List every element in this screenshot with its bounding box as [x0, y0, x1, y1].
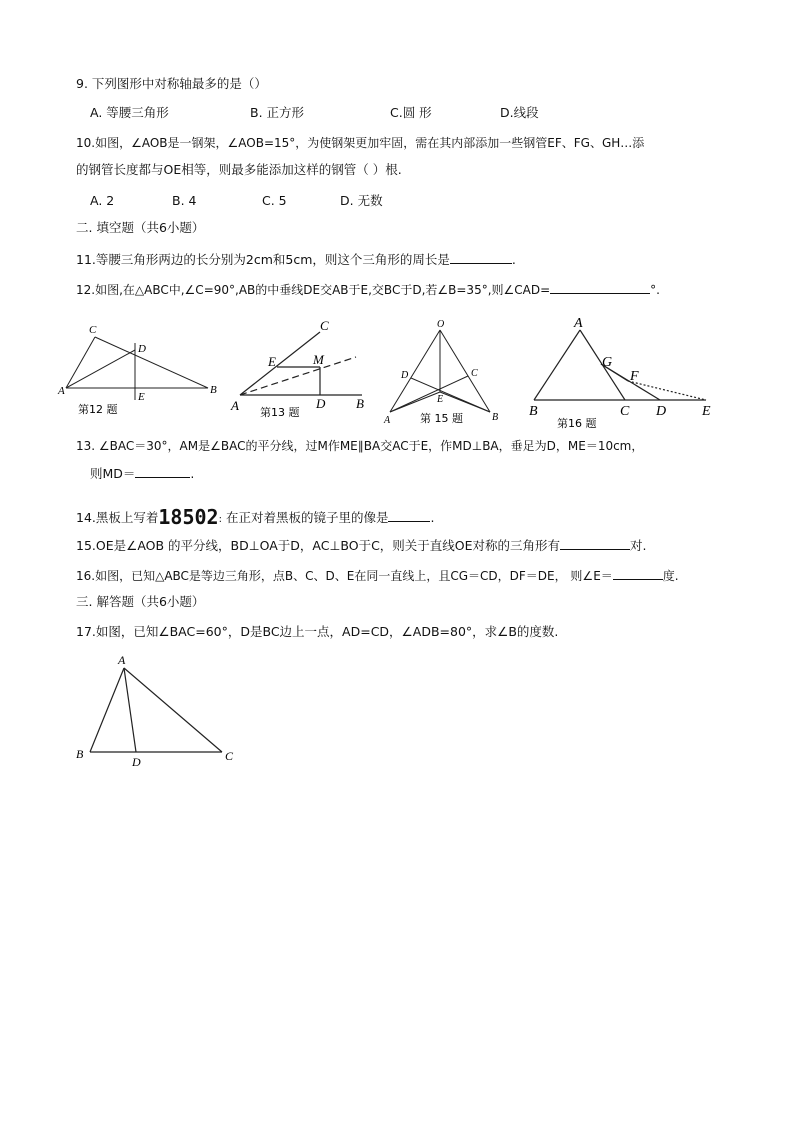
- fig13-caption: 第13 题: [260, 406, 300, 419]
- fig16-caption: 第16 题: [557, 417, 597, 430]
- fig13-label-d: D: [316, 396, 326, 411]
- fig13-label-e: E: [268, 354, 276, 369]
- q10-option-c: C. 5: [262, 193, 287, 208]
- figure-12: [66, 337, 208, 400]
- fig15-caption: 第 15 题: [420, 412, 463, 425]
- fig16-label-f: F: [630, 369, 639, 384]
- fig15-segment-ac: [390, 376, 468, 412]
- fig13-label-c: C: [320, 318, 329, 333]
- q10-line2: 的钢管长度都与OE相等，则最多能添加这样的钢管（ ）根.: [76, 162, 402, 177]
- q16-answer-blank: [613, 566, 663, 580]
- q14-answer-blank: [388, 508, 430, 522]
- q9-stem: 9. 下列图形中对称轴最多的是（）: [76, 76, 267, 91]
- q12-end: °.: [650, 283, 660, 297]
- q12: [76, 280, 660, 299]
- q16-end: 度.: [662, 569, 679, 583]
- fig15-label-c: C: [471, 368, 478, 379]
- fig15-label-d: D: [401, 370, 409, 381]
- q15: [76, 536, 647, 555]
- figure-17: [60, 650, 250, 770]
- fig17-label-a: A: [118, 653, 126, 667]
- fig15-segment-be: [440, 392, 490, 412]
- q10-line1: 10.如图，∠AOB是一钢架，∠AOB=15°，为使钢架更加牢固，需在其内部添加一些钢管EF、FG、GH…添: [76, 136, 645, 150]
- fig12-caption: 第12 题: [78, 403, 118, 416]
- q11-answer-blank: [450, 250, 512, 264]
- fig15-label-o: O: [437, 319, 445, 330]
- fig12-label-d: D: [138, 343, 146, 355]
- q16-text: 16.如图，已知△ABC是等边三角形，点B、C、D、E在同一直线上，且CG＝CD，DF＝DE， 则∠E＝: [76, 569, 613, 583]
- fig13-label-b: B: [356, 396, 364, 411]
- q9-option-d: D.线段: [500, 105, 539, 120]
- fig17-segment-ab: [90, 668, 124, 752]
- q9-option-c: C.圆 形: [390, 105, 432, 120]
- q11-end: .: [511, 252, 516, 267]
- q10-option-b: B. 4: [172, 193, 197, 208]
- fig17-label-b: B: [76, 747, 84, 761]
- q14: 14.黑板上写着18502: 在正对着黑板的镜子里的像是 .: [76, 505, 435, 529]
- fig16-label-c: C: [620, 404, 630, 419]
- fig17-label-d: D: [132, 755, 141, 769]
- fig16-label-a: A: [574, 316, 583, 331]
- q14-end: .: [430, 510, 435, 525]
- q10-option-a: A. 2: [90, 193, 115, 208]
- q13-line2: [90, 464, 194, 483]
- q12-text: 12.如图,在△ABC中,∠C=90°,AB的中垂线DE交AB于E,交BC于D,若∠B=35°,则∠CAD=: [76, 283, 551, 297]
- q15-text: 15.OE是∠AOB 的平分线，BD⊥OA于D，AC⊥BO于C，则关于直线OE对称的三角形有: [76, 538, 561, 553]
- q13-answer-blank: [135, 464, 190, 478]
- q14-before: 14.黑板上写着: [76, 510, 159, 525]
- q11: [76, 250, 516, 269]
- fig12-label-a: A: [58, 385, 65, 397]
- fig15-label-b: B: [492, 412, 499, 423]
- fig16-label-d: D: [656, 404, 667, 419]
- fig17-segment-ad: [124, 668, 136, 752]
- q14-digital-number: 18502: [158, 505, 219, 529]
- fig15-segment-ae: [390, 392, 440, 412]
- q14-after: 在正对着黑板的镜子里的像是: [225, 510, 389, 525]
- q10-option-d: D. 无数: [340, 193, 383, 208]
- q9-option-b: B. 正方形: [250, 105, 305, 120]
- fig13-label-m: M: [313, 352, 324, 367]
- fig15-segment-ob: [440, 330, 490, 412]
- fig16-label-b: B: [529, 404, 538, 419]
- fig17-segment-ac: [124, 668, 222, 752]
- section-solve-title: 三. 解答题（共6小题）: [76, 594, 205, 609]
- fig15-label-a: A: [384, 415, 391, 426]
- q13-end: .: [190, 466, 195, 481]
- q11-text: 11.等腰三角形两边的长分别为2cm和5cm，则这个三角形的周长是: [76, 252, 450, 267]
- fig16-label-e: E: [702, 404, 711, 419]
- figures-row: [0, 310, 794, 435]
- fig13-bisector-am: [240, 357, 356, 395]
- fig12-label-e: E: [138, 391, 145, 403]
- q12-answer-blank: [550, 280, 650, 294]
- q13-line2-text: 则MD＝: [90, 466, 136, 481]
- q15-answer-blank: [560, 536, 630, 550]
- fig12-label-c: C: [89, 324, 97, 336]
- fig12-label-b: B: [210, 384, 217, 396]
- figure-13: [240, 332, 362, 395]
- q15-end: 对.: [630, 538, 647, 553]
- fig16-segment-fe: [628, 381, 706, 400]
- q17-text: 17.如图，已知∠BAC=60°，D是BC边上一点，AD=CD，∠ADB=80°，求∠B的度数.: [76, 624, 559, 639]
- fig16-label-g: G: [602, 355, 613, 370]
- q13-line1: 13. ∠BAC＝30°，AM是∠BAC的平分线，过M作ME∥BA交AC于E，作MD⊥BA，垂足为D，ME＝10cm，: [76, 439, 644, 453]
- fig13-label-a: A: [231, 398, 239, 413]
- fig13-segment-ac: [240, 332, 320, 395]
- fig15-label-e: E: [437, 394, 444, 405]
- fig17-label-c: C: [225, 749, 234, 763]
- q9-option-a: A. 等腰三角形: [90, 105, 169, 120]
- q16: [76, 566, 679, 585]
- figure-16: [534, 330, 706, 400]
- section-fill-in-title: 二. 填空题（共6小题）: [76, 220, 205, 235]
- fig16-segment-ab: [534, 330, 580, 400]
- fig15-segment-oa: [390, 330, 440, 412]
